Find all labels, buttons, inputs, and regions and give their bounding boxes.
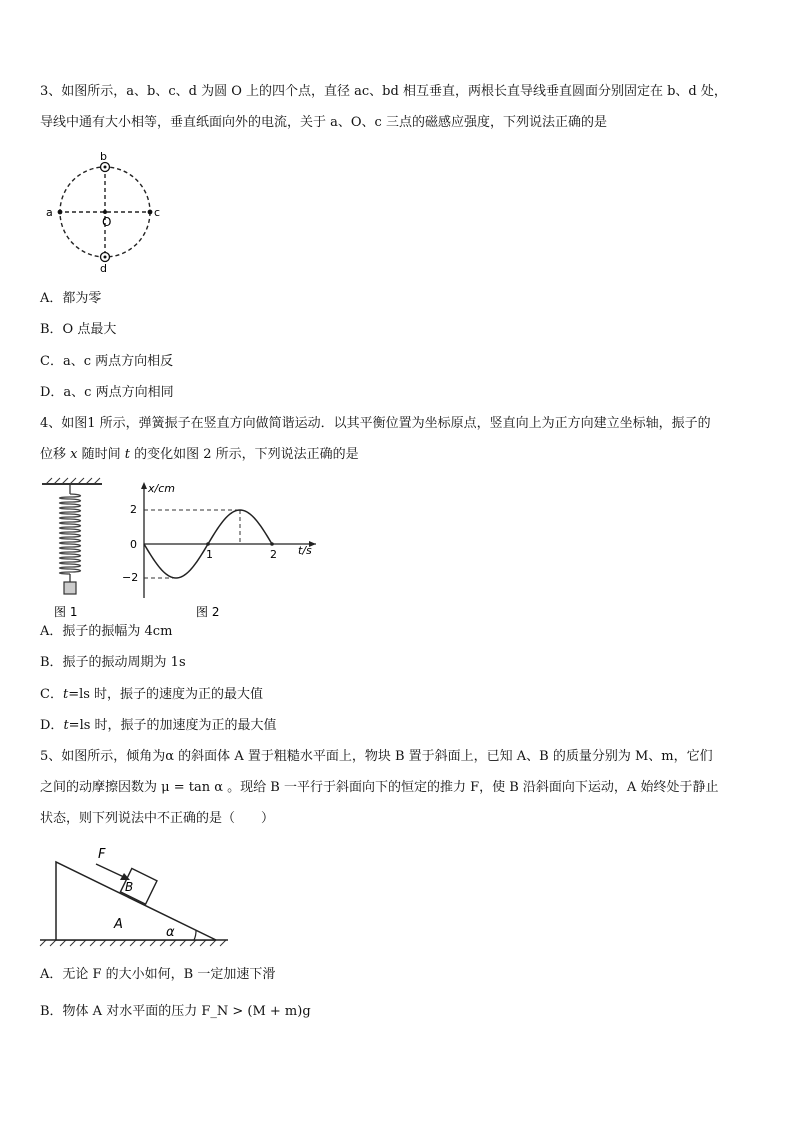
y-tick-neg2: −2 [122, 571, 139, 584]
point-o [103, 210, 107, 214]
q3-option-a[interactable]: A．都为零 [40, 291, 102, 306]
oscillator-block [64, 582, 76, 594]
spring-coil [60, 494, 81, 574]
q5-stem-line-3: 状态，则下列说法中不正确的是（ ） [40, 811, 275, 826]
spring-coil-path [60, 494, 81, 574]
x-axis-label: t/s [298, 544, 312, 557]
displacement-time-chart [120, 478, 330, 623]
label-b: b [100, 150, 107, 163]
y-axis-arrow-icon [141, 482, 147, 489]
fig1-caption: 图 1 [54, 605, 78, 619]
q3-option-d[interactable]: D．a、c 两点方向相同 [40, 385, 174, 400]
x-tick-1: 1 [206, 548, 213, 561]
label-b-block: B [125, 880, 134, 894]
incline-figure [38, 840, 238, 952]
force-f-arrow [96, 864, 126, 878]
q4-option-c[interactable]: C．t=ls 时，振子的速度为正的最大值 [40, 687, 264, 702]
q5-option-b[interactable]: B．物体 A 对水平面的压力 F_N > (M + m)g [40, 1004, 311, 1019]
q5-stem-line-1: 5、如图所示，倾角为α 的斜面体 A 置于粗糙水平面上，物块 B 置于斜面上，已知 A、B 的质量分别为 M、m，它们 [40, 749, 713, 764]
q4-stem-line-1: 4、如图1 所示，弹簧振子在竖直方向做简谐运动．以其平衡位置为坐标原点，竖直向上为正方向建立坐标轴，振子的 [40, 416, 711, 431]
y-tick-2: 2 [130, 503, 137, 516]
label-a: a [46, 206, 53, 219]
q3-stem-line-2: 导线中通有大小相等，垂直纸面向外的电流，关于 a、O、c 三点的磁感应强度，下列说法正确的是 [40, 115, 607, 130]
y-tick-0: 0 [130, 538, 137, 551]
q4-stem-line-2: 位移 x 随时间 t 的变化如图 2 所示，下列说法正确的是 [40, 447, 359, 462]
q5-stem-line-2: 之间的动摩擦因数为 μ = tan α 。现给 B 一平行于斜面向下的恒定的推力 F，使 B 沿斜面向下运动，A 始终处于静止 [40, 780, 719, 795]
label-f: F [98, 847, 106, 862]
q4-option-a[interactable]: A．振子的振幅为 4cm [40, 624, 173, 639]
point-c [148, 210, 153, 215]
label-d: d [100, 262, 107, 275]
q4-option-d[interactable]: D．t=ls 时，振子的加速度为正的最大值 [40, 718, 277, 733]
q5-option-a[interactable]: A．无论 F 的大小如何，B 一定加速下滑 [40, 967, 276, 982]
q4-option-b[interactable]: B．振子的振动周期为 1s [40, 655, 186, 670]
point-a [58, 210, 63, 215]
q3-option-c[interactable]: C．a、c 两点方向相反 [40, 354, 174, 369]
y-axis-label: x/cm [148, 482, 175, 495]
q3-circle-figure [40, 150, 170, 275]
x-tick-2: 2 [270, 548, 277, 561]
label-a-incline: A [114, 917, 123, 932]
q3-stem-line-1: 3、如图所示，a、b、c、d 为圆 O 上的四个点，直径 ac、bd 相互垂直，两根长直导线垂直圆面分别固定在 b、d 处， [40, 84, 727, 99]
label-o: O [102, 215, 112, 229]
q3-option-b[interactable]: B．O 点最大 [40, 322, 117, 337]
spring-oscillator-figure [40, 478, 110, 623]
fig2-caption: 图 2 [196, 605, 220, 619]
label-alpha: α [166, 925, 175, 940]
label-c: c [154, 206, 161, 219]
